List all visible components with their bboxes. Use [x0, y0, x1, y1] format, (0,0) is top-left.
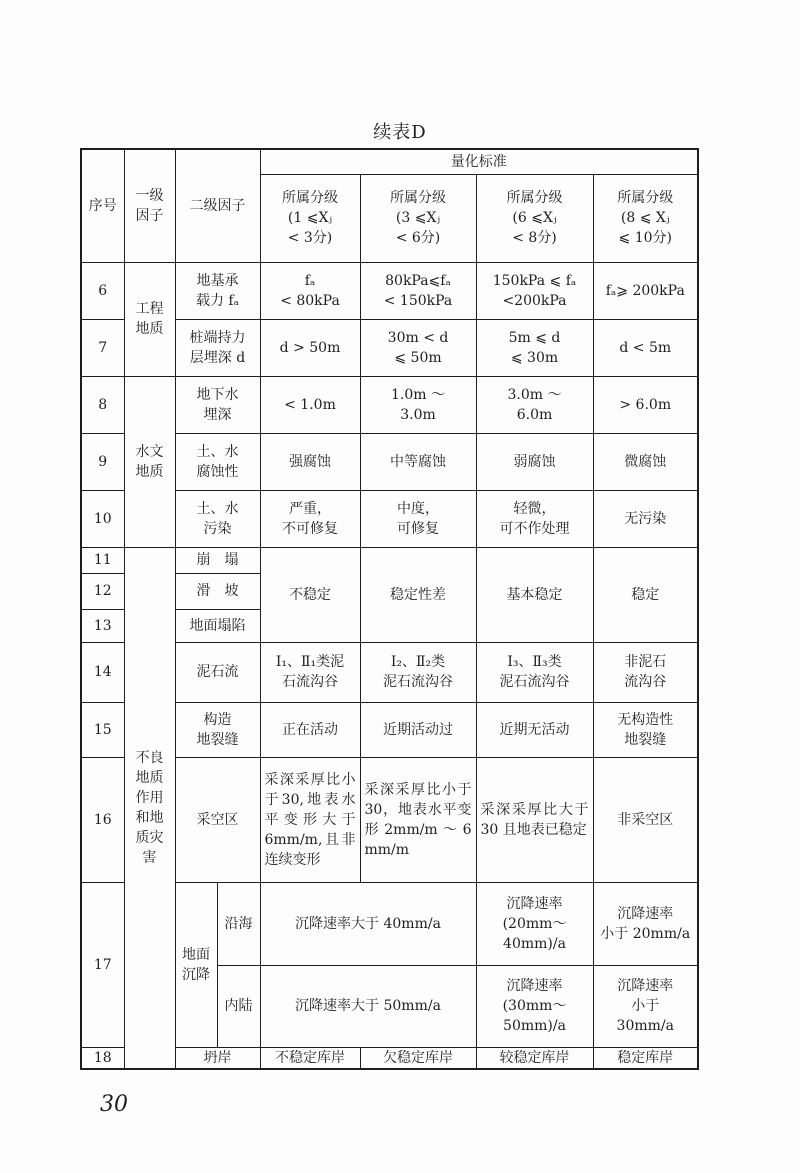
factor-cell: 桩端持力 层埋深 d — [175, 319, 260, 376]
seq-cell: 14 — [81, 642, 124, 702]
grade-cell: 150kPa ⩽ fₐ <200kPa — [476, 262, 593, 319]
grade-cell: 正在活动 — [260, 702, 360, 757]
grade-cell: 稳定性差 — [360, 547, 476, 642]
grade-cell: 沉降速率 (20mm～ 40mm)/a — [476, 882, 593, 965]
factor-cell: 滑 坡 — [175, 573, 260, 609]
seq-cell: 18 — [81, 1047, 124, 1069]
grade-cell: 基本稳定 — [476, 547, 593, 642]
grade-cell: 沉降速率 小于 20mm/a — [593, 882, 698, 965]
grade-cell: Ⅰ₃、Ⅱ₃类 泥石流沟谷 — [476, 642, 593, 702]
grade-cell: 中度， 可修复 — [360, 490, 476, 547]
grade-cell: 非泥石 流沟谷 — [593, 642, 698, 702]
seq-cell: 6 — [81, 262, 124, 319]
factor-cell: 地基承 载力 fₐ — [175, 262, 260, 319]
table-row — [81, 547, 698, 573]
factor-cell: 土、水 污染 — [175, 490, 260, 547]
grade-cell: 不稳定库岸 — [260, 1047, 360, 1069]
grade-cell: 采深采厚比小于 30，地表水平变形 2mm/m ～ 6 mm/m — [360, 757, 476, 882]
grade-cell: 沉降速率 (30mm～ 50mm)/a — [476, 965, 593, 1047]
grade-cell: > 6.0m — [593, 376, 698, 433]
grade-cell: fₐ⩾ 200kPa — [593, 262, 698, 319]
header-grade-3: 所属分级 (6 ⩽Xⱼ < 8分) — [476, 174, 593, 262]
grade-cell: 稳定库岸 — [593, 1047, 698, 1069]
group-hydro: 水文 地质 — [124, 376, 175, 547]
seq-cell: 16 — [81, 757, 124, 882]
grade-cell: fₐ < 80kPa — [260, 262, 360, 319]
page-number: 30 — [100, 1092, 128, 1117]
header-grade-1: 所属分级 (1 ⩽Xⱼ < 3分) — [260, 174, 360, 262]
grade-cell: 30m < d ⩽ 50m — [360, 319, 476, 376]
seq-cell: 7 — [81, 319, 124, 376]
grade-cell: 近期无活动 — [476, 702, 593, 757]
seq-cell: 12 — [81, 573, 124, 609]
factor-cell: 泥石流 — [175, 642, 260, 702]
subfactor-inland: 内陆 — [217, 965, 260, 1047]
grade-cell: < 1.0m — [260, 376, 360, 433]
header-row — [81, 149, 698, 174]
group-engineering: 工程 地质 — [124, 262, 175, 376]
seq-cell: 13 — [81, 609, 124, 642]
grade-cell: 3.0m ～ 6.0m — [476, 376, 593, 433]
grade-cell: 稳定 — [593, 547, 698, 642]
grade-cell-merged: 沉降速率大于 40mm/a — [260, 882, 476, 965]
factor-cell: 地下水 埋深 — [175, 376, 260, 433]
factor-cell: 构造 地裂缝 — [175, 702, 260, 757]
grade-cell: 欠稳定库岸 — [360, 1047, 476, 1069]
grade-cell: 采深采厚比小于30,地表水平变形大于 6mm/m,且非连续变形 — [260, 757, 360, 882]
grade-cell: 无构造性 地裂缝 — [593, 702, 698, 757]
grade-cell: 无污染 — [593, 490, 698, 547]
seq-cell: 17 — [81, 882, 124, 1047]
header-grade-2: 所属分级 (3 ⩽Xⱼ < 6分) — [360, 174, 476, 262]
grade-cell: 强腐蚀 — [260, 433, 360, 490]
grade-cell: 采深采厚比大于 30 且地表已稳定 — [476, 757, 593, 882]
grade-cell: 非采空区 — [593, 757, 698, 882]
grade-cell: 中等腐蚀 — [360, 433, 476, 490]
table-row — [81, 376, 698, 433]
grade-cell: 1.0m ～ 3.0m — [360, 376, 476, 433]
quantification-table — [80, 148, 699, 1070]
grade-cell: Ⅰ₂、Ⅱ₂类 泥石流沟谷 — [360, 642, 476, 702]
grade-cell: 80kPa⩽fₐ < 150kPa — [360, 262, 476, 319]
grade-cell: 轻微， 可不作处理 — [476, 490, 593, 547]
grade-cell: 微腐蚀 — [593, 433, 698, 490]
table-title: 续表D — [373, 122, 427, 143]
header-level1: 一级 因子 — [124, 149, 175, 262]
header-seq: 序号 — [81, 149, 124, 262]
header-level2: 二级因子 — [175, 149, 260, 262]
seq-cell: 9 — [81, 433, 124, 490]
grade-cell: 弱腐蚀 — [476, 433, 593, 490]
seq-cell: 15 — [81, 702, 124, 757]
grade-cell: 不稳定 — [260, 547, 360, 642]
seq-cell: 10 — [81, 490, 124, 547]
factor-cell: 土、水 腐蚀性 — [175, 433, 260, 490]
seq-cell: 11 — [81, 547, 124, 573]
grade-cell: 严重， 不可修复 — [260, 490, 360, 547]
seq-cell: 8 — [81, 376, 124, 433]
grade-cell: 较稳定库岸 — [476, 1047, 593, 1069]
factor-cell: 采空区 — [175, 757, 260, 882]
grade-cell-merged: 沉降速率大于 50mm/a — [260, 965, 476, 1047]
factor-cell: 坍岸 — [175, 1047, 260, 1069]
factor-cell: 地面塌陷 — [175, 609, 260, 642]
group-hazard: 不良 地质 作用 和地 质灾 害 — [124, 547, 175, 1069]
factor-cell: 地面 沉降 — [175, 882, 217, 1047]
header-standard: 量化标准 — [260, 149, 698, 174]
subfactor-coastal: 沿海 — [217, 882, 260, 965]
grade-cell: 沉降速率 小于 30mm/a — [593, 965, 698, 1047]
grade-cell: d < 5m — [593, 319, 698, 376]
table-row — [81, 262, 698, 319]
grade-cell: d > 50m — [260, 319, 360, 376]
grade-cell: 5m ⩽ d ⩽ 30m — [476, 319, 593, 376]
factor-cell: 崩 塌 — [175, 547, 260, 573]
header-grade-4: 所属分级 (8 ⩽ Xⱼ ⩽ 10分) — [593, 174, 698, 262]
grade-cell: Ⅰ₁、Ⅱ₁类泥 石流沟谷 — [260, 642, 360, 702]
grade-cell: 近期活动过 — [360, 702, 476, 757]
